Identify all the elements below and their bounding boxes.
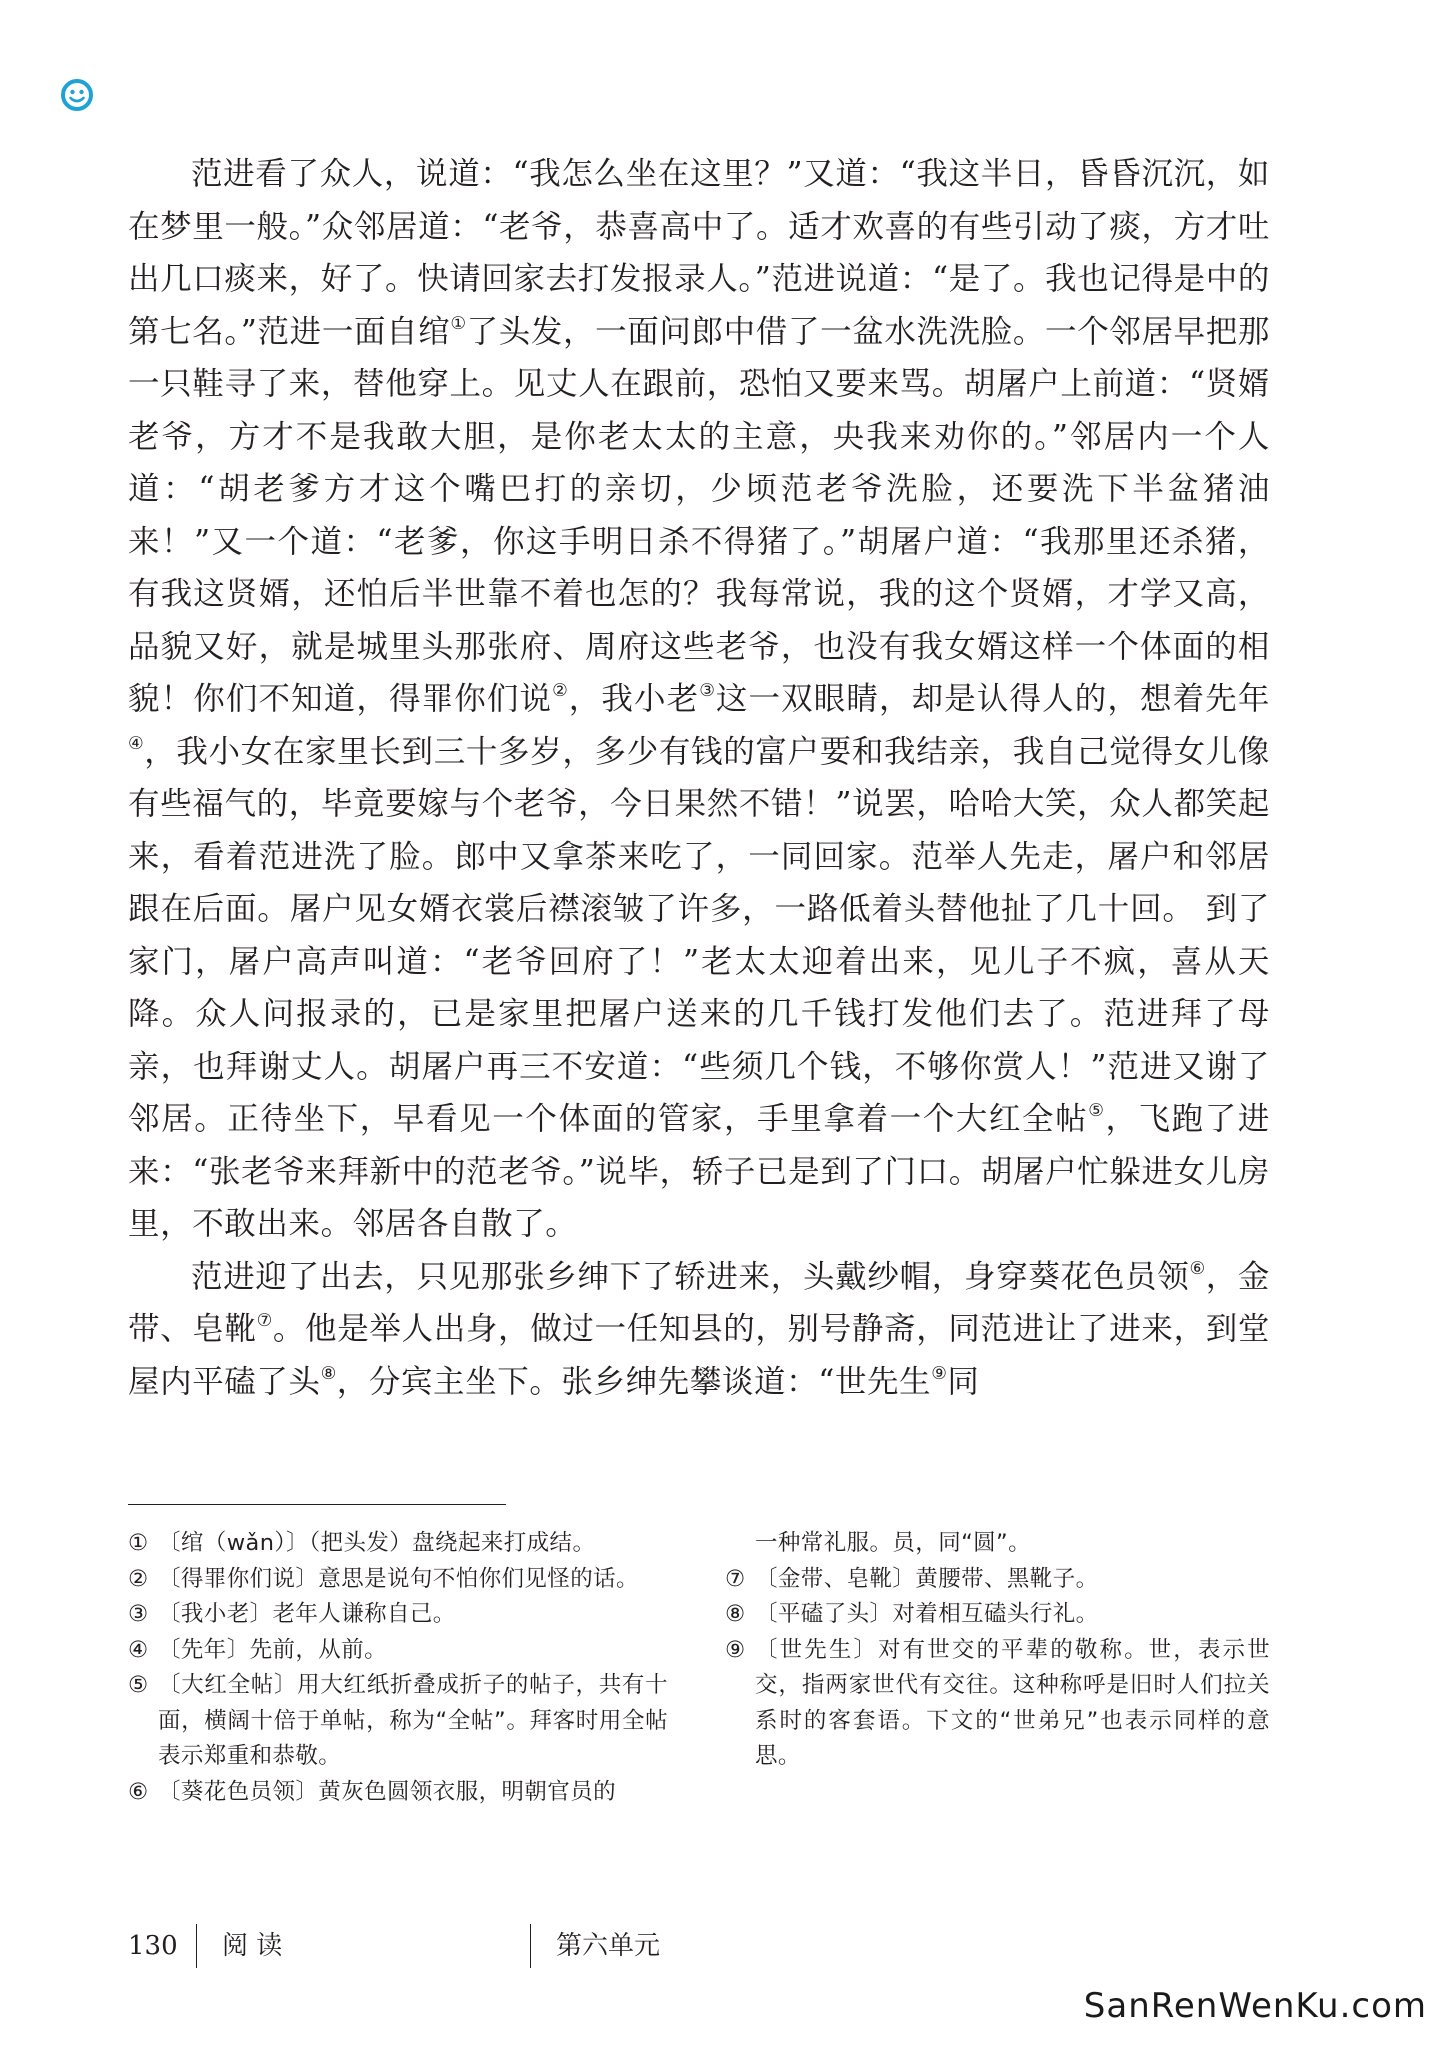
footnote-number: ⑦ <box>725 1565 746 1592</box>
footnote-text: 〔我小老〕老年人谦称自己。 <box>158 1601 456 1627</box>
footnote-divider <box>128 1504 506 1505</box>
footnote-2 <box>128 1562 668 1598</box>
footnote-5 <box>128 1668 668 1775</box>
footnote-text: 〔金带、皂靴〕黄腰带、黑靴子。 <box>755 1565 1099 1592</box>
footnote-number: ④ <box>128 1636 149 1663</box>
text-run: ，金带、皂靴 <box>128 1258 1270 1347</box>
footnote-text: 〔先年〕先前，从前。 <box>158 1636 388 1663</box>
text-run: 同 <box>947 1363 980 1400</box>
footnote-6-continued <box>725 1526 1270 1562</box>
site-watermark: SanRenWenKu.com <box>1083 1986 1427 2026</box>
text-run: 这一双眼睛，却是认得人的，想着先年 <box>715 681 1271 717</box>
footer-section-label: 阅 读 <box>222 1931 283 1961</box>
footnote-text: 〔大红全帖〕用大红纸折叠成折子的帖子，共有十面，横阔十倍于单帖，称为“全帖”。拜客时用全帖表示郑重和恭敬。 <box>158 1672 668 1769</box>
paragraph-2 <box>128 1251 1270 1409</box>
footnote-number: ⑧ <box>725 1601 746 1627</box>
text-run: ，飞跑了进来：“张老爷来拜新中的范老爷。”说毕，轿子已是到了门口。胡屠户忙躲进女儿房里，不敢出来。邻居各自散了。 <box>128 1101 1270 1242</box>
footnote-text: 一种常礼服。员，同“圆”。 <box>755 1530 1032 1556</box>
text-run: ，我小女在家里长到三十多岁，多少有钱的富户要和我结亲，我自己觉得女儿像有些福气的，毕竟要嫁与个老爷，今日果然不错！”说罢，哈哈大笑，众人都笑起来，看着范进洗了脸。郎中又拿茶来吃了，一同回家。范举人先走，屠户和邻居跟在后面。屠户见女婿衣裳后襟滚皱了许多，一路低着头替他扯了几十回。 到了家门，屠户高声叫道：“老爷回府了！”老太太迎着出来，见儿子不疯，喜从天降。众人问报录的，已是家里把屠户送来的几千钱打发他们去了。范进拜了母亲，也拜谢丈人。胡屠户再三不安道：“些须几个钱，不够你赏人！”范进又谢了邻居。正待坐下，早看见一个体面的管家，手里拿着一个大红全帖 <box>128 733 1270 1137</box>
footnote-ref-1[interactable]: ① <box>450 313 467 334</box>
text-run: 范进迎了出去，只见那张乡绅下了轿进来，头戴纱帽，身穿葵花色员领 <box>191 1258 1190 1295</box>
footer-separator <box>196 1924 197 1968</box>
footnote-text: 〔得罪你们说〕意思是说句不怕你们见怪的话。 <box>158 1565 639 1592</box>
footnote-ref-2[interactable]: ② <box>552 681 569 702</box>
footnote-6 <box>128 1775 668 1811</box>
footnote-ref-4[interactable]: ④ <box>128 733 145 754</box>
footnote-1 <box>128 1526 668 1562</box>
footnote-text: 〔世先生〕对有世交的平辈的敬称。世，表示世交，指两家世代有交往。这种称呼是旧时人们拉关系时的客套语。下文的“世弟兄”也表示同样的意思。 <box>755 1636 1270 1769</box>
footnote-number: ② <box>128 1565 149 1592</box>
paragraph-1 <box>128 148 1270 1251</box>
footnote-8 <box>725 1597 1270 1633</box>
text-run: ，我小老 <box>568 681 700 717</box>
footer-separator <box>530 1924 531 1968</box>
footer-unit-label: 第六单元 <box>556 1931 661 1961</box>
text-run: 范进看了众人，说道：“我怎么坐在这里？”又道：“我这半日，昏昏沉沉，如在梦里一般。”众邻居道：“老爷，恭喜高中了。适才欢喜的有些引动了痰，方才吐出几口痰来，好了。快请回家去打发报录人。”范进说道：“是了。我也记得是中的第七名。”范进一面自绾 <box>128 156 1270 350</box>
footnote-ref-8[interactable]: ⑧ <box>320 1363 337 1384</box>
text-run: 。他是举人出身，做过一任知县的，别号静斋，同范进让了进来，到堂屋内平磕了头 <box>128 1311 1271 1400</box>
footnotes-right-column <box>725 1526 1270 1775</box>
footnote-ref-5[interactable]: ⑤ <box>1088 1101 1106 1122</box>
footnote-ref-9[interactable]: ⑨ <box>931 1363 948 1384</box>
footnote-4 <box>128 1633 668 1669</box>
footnote-number: ③ <box>128 1601 149 1627</box>
footnote-ref-6[interactable]: ⑥ <box>1189 1258 1206 1279</box>
footnotes-left-column <box>128 1526 668 1810</box>
footnote-text: 〔葵花色员领〕黄灰色圆领衣服，明朝官员的 <box>158 1778 617 1805</box>
page-number: 130 <box>128 1931 178 1961</box>
footnote-number: ⑥ <box>128 1778 149 1805</box>
footnote-ref-3[interactable]: ③ <box>699 681 716 702</box>
footnote-7 <box>725 1562 1270 1598</box>
main-text <box>128 148 1270 1408</box>
footnote-3 <box>128 1597 668 1633</box>
footnote-text: 〔绾（wǎn）〕（把头发）盘绕起来打成结。 <box>158 1530 596 1556</box>
text-run: ，分宾主坐下。张乡绅先攀谈道：“世先生 <box>336 1363 932 1400</box>
footnote-number: ⑨ <box>725 1636 746 1663</box>
text-run: 了头发，一面问郎中借了一盆水洗洗脸。一个邻居早把那一只鞋寻了来，替他穿上。见丈人在跟前，恐怕又要来骂。胡屠户上前道：“贤婿老爷，方才不是我敢大胆，是你老太太的主意，央我来劝你的。”邻居内一个人道：“胡老爹方才这个嘴巴打的亲切，少顷范老爷洗脸，还要洗下半盆猪油来！”又一个道：“老爹，你这手明日杀不得猪了。”胡屠户道：“我那里还杀猪，有我这贤婿，还怕后半世靠不着也怎的？我每常说，我的这个贤婿，才学又高，品貌又好，就是城里头那张府、周府这些老爷，也没有我女婿这样一个体面的相貌！你们不知道，得罪你们说 <box>128 313 1270 717</box>
footnote-ref-7[interactable]: ⑦ <box>256 1311 273 1332</box>
footnote-9 <box>725 1633 1270 1775</box>
footnote-number: ① <box>128 1530 149 1556</box>
smiley-icon <box>60 78 94 112</box>
footnote-number: ⑤ <box>128 1672 149 1698</box>
footnote-text: 〔平磕了头〕对着相互磕头行礼。 <box>755 1601 1099 1627</box>
